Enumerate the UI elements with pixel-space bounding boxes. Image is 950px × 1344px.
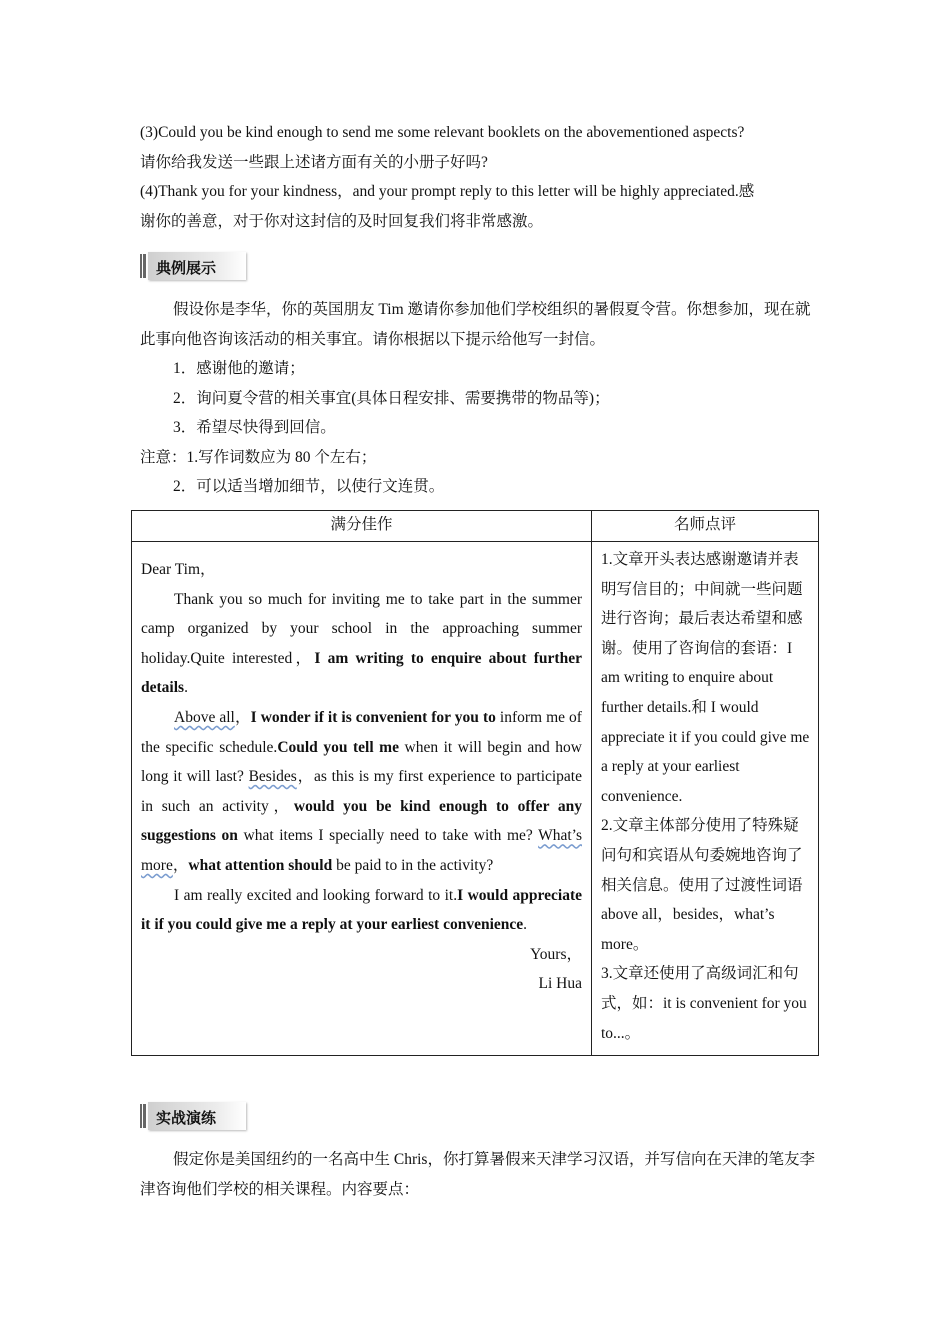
essay-highlight: would you be kind enough to offer any suggestions on	[141, 797, 582, 845]
essay-highlight: I am writing to enquire about further details	[141, 649, 582, 697]
essay-text: .	[184, 679, 188, 697]
essay-signature: Li Hua	[538, 975, 582, 993]
intro-line-4-cn-b: 谢你的善意，对于你对这封信的及时回复我们将非常感激。	[140, 212, 544, 230]
task-prompt: 假设你是李华，你的英国朋友 Tim 邀请你参加他们学校组织的暑假夏令营。你想参加，现在就此事向他咨询该活动的相关事宜。请你根据以下提示给他写一封信。	[140, 301, 811, 348]
comment-item: 1.文章开头表达感谢邀请并表明写信目的；中间就一些问题进行咨询；最后表达希望和感谢。使用了咨询信的套语：I am writing to enquire about further details.和 I would appreciate it if you could give me a reply at your earliest convenience.	[601, 551, 810, 805]
intro-line-4	[140, 177, 820, 207]
practice-section	[140, 1100, 820, 1204]
task-note: 2．可以适当增加细节，以使行文连贯。	[173, 478, 445, 495]
essay-transition: Besides	[248, 768, 297, 786]
essay-paragraph-1	[141, 585, 582, 703]
section-bar-icon	[140, 254, 146, 278]
essay-paragraph-2	[141, 703, 582, 881]
section-title: 实战演练	[156, 1109, 217, 1127]
essay-transition: What’s more	[141, 827, 582, 874]
essay-highlight: I wonder if it is convenient for you to	[250, 708, 496, 726]
essay-text: ，as this is my first experience to participate in such an activity，	[141, 768, 582, 815]
section-title: 典例展示	[156, 259, 217, 277]
essay-highlight: I would appreciate it if you could give me a reply at your earliest convenience	[141, 886, 582, 934]
essay-text: .	[523, 916, 528, 934]
essay-text: Thank you so much for inviting me to take part in the summer camp organized by your school in the approaching summer holiday.Quite interested，	[141, 590, 582, 667]
essay-transition: Above all	[174, 708, 235, 726]
task-note: 注意：1.写作词数应为 80 个左右；	[140, 448, 377, 466]
intro-line-4-en: (4)Thank you for your kindness，and your prompt reply to this letter will be highly appreciated.	[140, 183, 739, 200]
intro-line-3-en: (3)Could you be kind enough to send me some relevant booklets on the abovementioned aspects?	[140, 124, 745, 141]
essay-highlight: Could you tell me	[277, 738, 399, 756]
essay-highlight: what attention should	[188, 856, 333, 874]
essay-table	[131, 510, 819, 1056]
essay-text: be paid to in the activity?	[332, 856, 494, 874]
header-model-essay: 满分佳作	[132, 511, 592, 542]
essay-text: ，	[234, 708, 251, 726]
essay-closing: Yours，	[530, 945, 582, 963]
essay-text: what items I specially need to take with me?	[237, 827, 539, 845]
teacher-comment-cell	[592, 542, 819, 1056]
essay-text: I am really excited and looking forward to it.	[174, 886, 458, 904]
task-point: 3．希望尽快得到回信。	[173, 419, 336, 436]
header-teacher-comment: 名师点评	[592, 511, 819, 542]
comment-item: 2.文章主体部分使用了特殊疑问句和宾语从句委婉地咨询了相关信息。使用了过渡性词语 above all，besides，what’s more。	[601, 817, 803, 953]
table-header-row	[132, 511, 819, 542]
practice-prompt: 假定你是美国纽约的一名高中生 Chris，你打算暑假来天津学习汉语，并写信向在天津的笔友李津咨询他们学校的相关课程。内容要点：	[140, 1151, 815, 1198]
intro-line-4-cn-a: 感	[738, 183, 755, 200]
essay-text: when it will begin and how long it will last?	[141, 738, 583, 786]
section-bar-icon	[140, 1104, 146, 1128]
model-essay-cell	[132, 542, 592, 1056]
table-body-row	[132, 542, 819, 1056]
essay-text: ，	[172, 856, 189, 874]
essay-paragraph-3	[141, 881, 582, 940]
intro-line-3-cn: 请你给我发送一些跟上述诸方面有关的小册子好吗?	[140, 153, 488, 171]
essay-greeting: Dear Tim，	[141, 561, 216, 578]
section-header-practice	[140, 1100, 246, 1130]
task-point: 1．感谢他的邀请；	[173, 360, 305, 377]
essay-text: inform me of the specific schedule.	[141, 708, 582, 756]
page-top	[140, 118, 820, 502]
comment-item: 3.文章还使用了高级词汇和句式，如：it is convenient for you to...。	[601, 965, 807, 1042]
task-point: 2．询问夏令营的相关事宜(具体日程安排、需要携带的物品等)；	[173, 389, 610, 407]
section-header-examples	[140, 250, 246, 280]
